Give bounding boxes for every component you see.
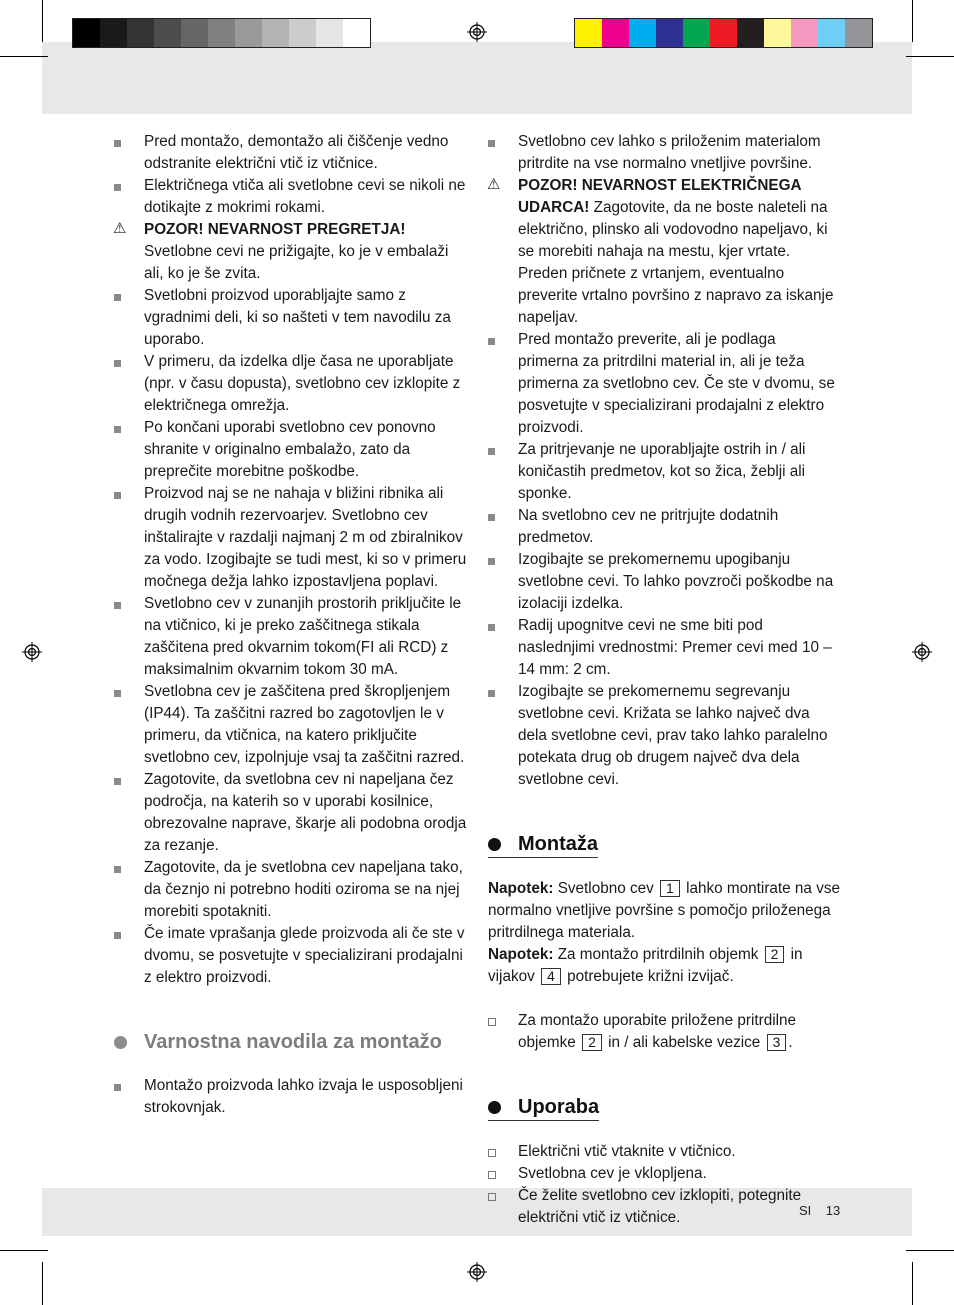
part-number-badge: 1	[660, 880, 680, 897]
step-item: Za montažo uporabite priložene pritrdilne objemke 2 in / ali kabelske vezice 3 .	[488, 1010, 840, 1054]
crop-mark	[906, 56, 954, 57]
color-swatch	[575, 19, 602, 47]
crop-mark	[42, 1262, 43, 1305]
right-column	[488, 131, 840, 1229]
checkbox-step-icon	[488, 1193, 496, 1201]
list-item: Svetlobno cev v zunanjih prostorih priključite le na vtičnico, ki je preko zaščitnega stikala zaščitena pred okvarnim tokom(FI ali RCD) z maksimalnim okvarnim tokom 30 mA.	[114, 593, 468, 681]
list-item: Proizvod naj se ne nahaja v bližini ribnika ali drugih vodnih rezervoarjev. Svetlobno cev inštalirajte v razdalji najmanj 2 m od zbiralnikov za vodo. Izogibajte se tudi mest, ki so v primeru močnega dežja lahko izpostavljena poplavi.	[114, 483, 468, 593]
square-bullet-icon	[114, 690, 121, 697]
color-swatch	[235, 19, 262, 47]
list-item: Izogibajte se prekomernemu segrevanju svetlobne cevi. Križata se lahko največ dva dela svetlobne cevi, prav tako lahko paralelno potekata drug ob drugem največ dva dela svetlobne cevi.	[488, 681, 840, 791]
section-heading-montaza: Montaža	[488, 833, 598, 858]
color-swatch	[181, 19, 208, 47]
square-bullet-icon	[488, 140, 495, 147]
part-number-badge: 3	[767, 1034, 787, 1051]
warning-triangle-icon: ⚠	[487, 176, 501, 193]
square-bullet-icon	[114, 492, 121, 499]
step-item: Električni vtič vtaknite v vtičnico.	[488, 1141, 840, 1163]
square-bullet-icon	[488, 514, 495, 521]
color-swatch	[73, 19, 100, 47]
list-item: V primeru, da izdelka dlje časa ne uporabljate (npr. v času dopusta), svetlobno cev izklopite z električnega omrežja.	[114, 351, 468, 417]
warning-item: ⚠ POZOR! NEVARNOST ELEKTRIČNEGA UDARCA! Zagotovite, da ne boste naleteli na električno, plinsko ali vodovodno napeljavo, ki se morebiti nahaja na mestu, kjer vrtate. Preden pričnete z vrtanjem, eventualno preverite vrtalno površino z napravo za iskanje napeljav.	[487, 176, 834, 326]
crop-mark	[912, 0, 913, 42]
list-item: Izogibajte se prekomernemu upogibanju svetlobne cevi. To lahko povzroči poškodbe na izolaciji izdelka.	[488, 549, 840, 615]
square-bullet-icon	[114, 602, 121, 609]
color-swatch	[656, 19, 683, 47]
color-swatch	[602, 19, 629, 47]
section-dot-icon	[488, 838, 501, 851]
color-swatch	[208, 19, 235, 47]
list-item: Na svetlobno cev ne pritrjujte dodatnih predmetov.	[488, 505, 840, 549]
note-paragraph: Napotek: Za montažo pritrdilnih objemk 2 in vijakov 4 potrebujete križni izvijač.	[488, 946, 803, 985]
list-item: Pred montažo preverite, ali je podlaga primerna za pritrdilni material in, ali je teža primerna za svetlobno cev. Če ste v dvomu, se posvetujte v specializirani prodajalni z elektro proizvodi.	[488, 329, 840, 439]
color-swatch	[127, 19, 154, 47]
registration-mark-icon	[467, 1262, 487, 1282]
square-bullet-icon	[114, 1084, 121, 1091]
color-swatch	[289, 19, 316, 47]
square-bullet-icon	[114, 932, 121, 939]
square-bullet-icon	[114, 360, 121, 367]
list-item: Pred montažo, demontažo ali čiščenje vedno odstranite električni vtič iz vtičnice.	[114, 131, 468, 175]
registration-mark-icon	[467, 22, 487, 42]
list-item: Svetlobna cev je zaščitena pred škropljenjem (IP44). Ta zaščitni razred bo zagotovljen le v primeru, da vtičnica, na katero priključite svetlobno cev, izpolnjuje vsaj ta zaščitni razred.	[114, 681, 468, 769]
color-swatch	[818, 19, 845, 47]
list-item: Svetlobni proizvod uporabljajte samo z vgradnimi deli, ki so našteti v tem navodilu za uporabo.	[114, 285, 468, 351]
list-item: Električnega vtiča ali svetlobne cevi se nikoli ne dotikajte z mokrimi rokami.	[114, 175, 468, 219]
top-color-bar	[42, 42, 912, 114]
square-bullet-icon	[114, 140, 121, 147]
color-swatch	[100, 19, 127, 47]
list-item: Za pritrjevanje ne uporabljajte ostrih in / ali koničastih predmetov, kot so žica, žeblji ali sponke.	[488, 439, 840, 505]
list-item: Po končani uporabi svetlobno cev ponovno shranite v originalno embalažo, zato da preprečite morebitne poškodbe.	[114, 417, 468, 483]
color-swatch	[343, 19, 370, 47]
list-item: Radij upognitve cevi ne sme biti pod naslednjimi vrednostmi: Premer cevi med 10 – 14 mm: 2 cm.	[488, 615, 840, 681]
square-bullet-icon	[488, 338, 495, 345]
checkbox-step-icon	[488, 1149, 496, 1157]
registration-mark-icon	[912, 642, 932, 662]
step-item: Če želite svetlobno cev izklopiti, potegnite električni vtič iz vtičnice.	[488, 1185, 840, 1229]
color-swatch	[791, 19, 818, 47]
crop-mark	[906, 1250, 954, 1251]
warning-item: ⚠ POZOR! NEVARNOST PREGRETJA! Svetlobne cevi ne prižigajte, ko je v embalaži ali, ko je še zvita.	[113, 220, 449, 282]
list-item: Če imate vprašanja glede proizvoda ali če ste v dvomu, se posvetujte v specializirani prodajalni z elektro proizvodi.	[114, 923, 468, 989]
list-item: Svetlobno cev lahko s priloženim materialom pritrdite na vse normalno vnetljive površine.	[488, 131, 840, 175]
section-heading-safety: Varnostna navodila za montažo	[114, 1031, 468, 1053]
list-item: Zagotovite, da svetlobna cev ni napeljana čez področja, na katerih so v uporabi kosilnice, obrezovalne naprave, škarje ali podobna orodja za rezanje.	[114, 769, 468, 857]
list-item: Zagotovite, da je svetlobna cev napeljana tako, da čeznjo ni potrebno hoditi oziroma se na njej morebiti spotakniti.	[114, 857, 468, 923]
page-footer: SI 13	[799, 1203, 841, 1218]
crop-mark	[0, 56, 48, 57]
part-number-badge: 4	[541, 968, 561, 985]
square-bullet-icon	[114, 294, 121, 301]
square-bullet-icon	[114, 426, 121, 433]
color-swatch	[316, 19, 343, 47]
square-bullet-icon	[114, 778, 121, 785]
color-swatches	[574, 18, 873, 48]
color-swatch	[764, 19, 791, 47]
part-number-badge: 2	[582, 1034, 602, 1051]
color-swatch	[629, 19, 656, 47]
section-dot-icon	[488, 1101, 501, 1114]
color-swatch	[683, 19, 710, 47]
color-swatch	[710, 19, 737, 47]
note-paragraph: Napotek: Svetlobno cev 1 lahko montirate na vse normalno vnetljive površine s pomočjo priloženega pritrdilnega materiala.	[488, 880, 840, 941]
color-swatch	[737, 19, 764, 47]
section-dot-icon	[114, 1036, 127, 1049]
color-swatch	[845, 19, 872, 47]
square-bullet-icon	[114, 184, 121, 191]
checkbox-step-icon	[488, 1171, 496, 1179]
step-item: Svetlobna cev je vklopljena.	[488, 1163, 840, 1185]
left-column	[114, 131, 468, 1119]
list-item: Montažo proizvoda lahko izvaja le usposobljeni strokovnjak.	[114, 1075, 468, 1119]
square-bullet-icon	[488, 690, 495, 697]
grayscale-swatches	[72, 18, 371, 48]
warning-triangle-icon: ⚠	[113, 220, 127, 237]
crop-mark	[42, 0, 43, 42]
square-bullet-icon	[114, 866, 121, 873]
crop-mark	[912, 1262, 913, 1305]
square-bullet-icon	[488, 448, 495, 455]
registration-mark-icon	[22, 642, 42, 662]
crop-mark	[0, 1250, 48, 1251]
part-number-badge: 2	[765, 946, 785, 963]
square-bullet-icon	[488, 558, 495, 565]
checkbox-step-icon	[488, 1018, 496, 1026]
color-swatch	[262, 19, 289, 47]
square-bullet-icon	[488, 624, 495, 631]
section-heading-uporaba: Uporaba	[488, 1096, 599, 1121]
color-swatch	[154, 19, 181, 47]
